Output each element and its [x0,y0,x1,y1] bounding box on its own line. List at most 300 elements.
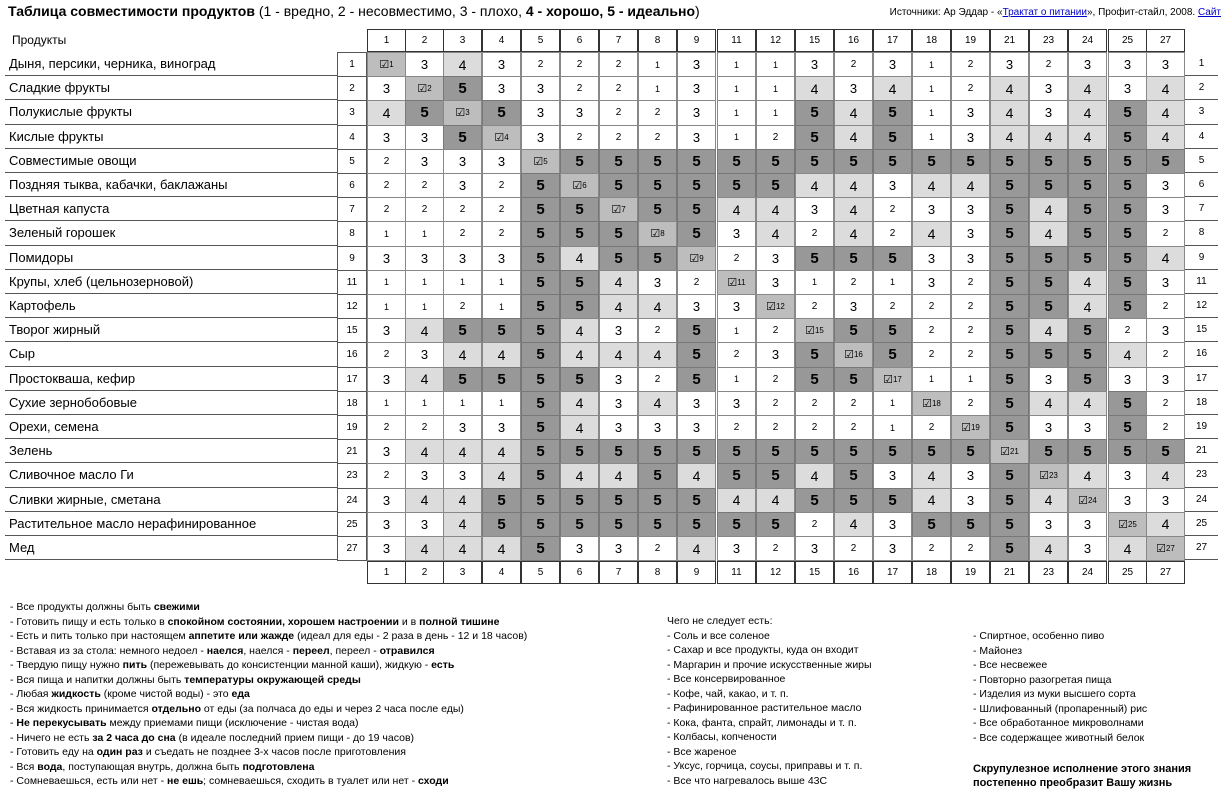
compat-cell: 4 [717,197,756,222]
product-name: Орехи, семена [5,415,337,439]
compat-cell: 2 [482,221,521,246]
tip-emphasis: отравился [379,644,435,657]
product-name: Сладкие фрукты [5,76,337,100]
compat-cell: 2 [367,149,406,174]
product-name: Сыр [5,342,337,366]
avoid-item: - Все содержащее животный белок [973,731,1145,744]
compat-cell: 2 [560,125,599,150]
compat-cell: 2 [951,391,990,416]
row-number-right: 12 [1185,294,1218,318]
compat-cell: 4 [1146,100,1185,125]
compat-cell: 3 [951,488,990,513]
row-number: 11 [337,270,367,295]
compat-cell: 1 [873,270,912,295]
header [8,3,1221,23]
compat-cell: 5 [560,367,599,392]
compat-cell: 5 [1108,100,1147,125]
tip-text: от еды (за полчаса до еды и через 2 часа после еды) [200,702,464,715]
checkbox-icon: ☑ [572,180,583,193]
product-name: Полукислые фрукты [5,100,337,124]
compat-cell: 5 [990,294,1029,319]
slogan-line: постепенно преобразит Вашу жизнь [973,777,1173,789]
compat-cell: 5 [834,439,873,464]
compat-cell: 5 [912,149,951,174]
tip-item [10,774,527,789]
compat-cell: 5 [1068,197,1107,222]
compat-cell: 3 [912,246,951,271]
diagonal-cell [1029,463,1068,488]
compat-cell: 3 [482,52,521,77]
compat-cell: 2 [912,294,951,319]
compat-cell: 3 [599,367,638,392]
tip-text: - Вся [10,760,38,773]
avoid-item: - Все обработанное микроволнами [973,717,1144,729]
compat-cell: 4 [405,536,444,561]
compat-cell: 5 [834,246,873,271]
sources [890,7,1221,18]
compat-cell: 5 [795,125,834,150]
tip-text: - Сомневаешься, есть или нет - [10,775,167,787]
compat-cell: 5 [834,149,873,174]
checkbox-icon: ☑ [766,301,776,314]
compat-cell: 2 [717,246,756,271]
tip-item [10,629,527,644]
compat-cell: 2 [873,294,912,319]
avoid-item: - Колбасы, копчености [667,731,777,743]
compat-cell: 4 [795,76,834,101]
compat-cell: 5 [638,197,677,222]
compat-cell: 2 [367,197,406,222]
checkbox-icon: ☑ [1118,518,1128,531]
compat-cell: 3 [560,536,599,561]
compat-cell: 1 [482,294,521,319]
compat-cell: 5 [638,463,677,488]
compat-cell: 4 [834,125,873,150]
compat-cell: 4 [990,125,1029,150]
compat-cell: 4 [443,439,482,464]
compat-cell: 4 [834,100,873,125]
compat-cell: 3 [951,221,990,246]
compat-cell: 5 [638,488,677,513]
compat-cell: 2 [677,270,716,295]
compat-cell: 1 [405,270,444,295]
compat-cell: 5 [1108,391,1147,416]
compat-cell: 5 [1146,149,1185,174]
compat-cell: 1 [482,270,521,295]
compat-cell: 3 [367,125,406,150]
column-footer: 27 [1146,561,1185,584]
compat-cell: 5 [560,488,599,513]
compat-cell: 2 [638,318,677,343]
compat-cell: 2 [834,52,873,77]
compat-cell: 4 [1068,463,1107,488]
diagonal-cell [560,173,599,198]
compat-cell: 5 [521,463,560,488]
compat-cell: 5 [677,221,716,246]
compat-cell: 5 [677,512,716,537]
compat-cell: 1 [873,415,912,440]
column-footer: 7 [599,561,638,584]
tip-item [10,687,527,702]
diagonal-cell [482,125,521,150]
compat-cell: 5 [1108,221,1147,246]
compat-cell: 2 [717,415,756,440]
tip-item [10,702,527,717]
compat-cell: 5 [795,439,834,464]
compat-cell: 3 [367,439,406,464]
compat-cell: 4 [912,173,951,198]
column-header: 6 [560,29,599,52]
compat-cell: 5 [443,76,482,101]
compat-cell: 3 [367,536,406,561]
compat-cell: 3 [1068,52,1107,77]
title-legend: (1 - вредно, 2 - несовместимо, 3 - плохо, [254,3,526,19]
compat-cell: 5 [1146,439,1185,464]
compat-cell: 5 [521,221,560,246]
compat-cell: 4 [1146,512,1185,537]
compat-cell: 2 [756,367,795,392]
compat-cell: 5 [638,439,677,464]
avoid-item: - Майонез [973,644,1023,657]
tip-item [10,745,527,760]
row-number: 19 [337,415,367,440]
compat-cell: 2 [599,125,638,150]
compat-cell: 5 [1108,439,1147,464]
compat-cell: 2 [951,536,990,561]
site-link[interactable]: Сайт [1197,7,1221,18]
compat-cell: 3 [951,463,990,488]
compat-cell: 3 [1029,100,1068,125]
compat-cell: 3 [1146,52,1185,77]
compat-cell: 5 [795,367,834,392]
compat-cell: 1 [717,76,756,101]
compat-cell: 5 [599,488,638,513]
tip-item [10,731,527,746]
compat-cell: 3 [1146,270,1185,295]
compat-cell: 3 [951,125,990,150]
avoid-title: Чего не следует есть: [667,615,773,627]
compat-cell: 2 [1146,342,1185,367]
column-footer: 6 [560,561,599,584]
avoid-item: - Все консервированное [667,673,786,685]
row-number-right: 27 [1185,536,1218,560]
compat-cell: 5 [795,246,834,271]
compat-cell: 3 [1146,367,1185,392]
tip-emphasis: аппетите или жажде [188,630,295,642]
row-number: 6 [337,173,367,198]
compat-cell: 4 [405,439,444,464]
compat-cell: 3 [405,463,444,488]
compat-cell: 3 [990,52,1029,77]
row-number-right: 11 [1185,270,1218,294]
compat-cell: 4 [834,221,873,246]
row-number: 21 [337,439,367,464]
compat-cell: 1 [873,391,912,416]
compat-cell: 5 [873,125,912,150]
compat-cell: 5 [599,512,638,537]
compat-cell: 5 [521,342,560,367]
row-number-right: 7 [1185,197,1218,221]
column-footer: 19 [951,561,990,584]
row-number: 2 [337,76,367,101]
row-number-right: 4 [1185,125,1218,149]
compat-cell: 5 [1068,439,1107,464]
compat-cell: 2 [1029,52,1068,77]
compat-cell: 4 [756,197,795,222]
diagonal-cell [951,415,990,440]
tip-text: - Есть и пить только при настоящем [10,630,189,642]
compat-cell: 2 [756,536,795,561]
compat-cell: 2 [367,342,406,367]
compat-cell: 5 [560,221,599,246]
compat-cell: 3 [756,342,795,367]
compat-cell: 1 [717,318,756,343]
compat-cell: 4 [560,391,599,416]
compat-cell: 3 [873,173,912,198]
compat-cell: 4 [560,342,599,367]
compat-cell: 1 [638,52,677,77]
compat-cell: 3 [756,246,795,271]
compat-cell: 3 [521,76,560,101]
compat-cell: 5 [990,318,1029,343]
compat-cell: 1 [443,391,482,416]
tip-text: - Вставая из за стола: немного недоел - [10,644,207,657]
compat-cell: 5 [677,149,716,174]
row-number-right: 16 [1185,342,1218,366]
checkbox-icon: ☑ [689,252,700,265]
compat-cell: 1 [482,391,521,416]
tip-emphasis: жидкость [51,688,101,700]
compat-cell: 5 [717,149,756,174]
diagonal-index: 8 [660,229,665,239]
compat-cell: 4 [717,488,756,513]
diagonal-index: 6 [582,181,587,191]
diagonal-index: 5 [543,156,548,166]
tip-item [10,600,527,615]
column-footer: 9 [677,561,716,584]
compat-cell: 3 [638,270,677,295]
compat-cell: 3 [873,536,912,561]
products-column-header: Продукты [12,33,67,47]
tip-emphasis: один раз [96,746,143,758]
compat-cell: 2 [795,391,834,416]
checkbox-icon: ☑ [961,422,971,435]
compat-cell: 3 [1146,488,1185,513]
diagonal-index: 7 [621,205,626,215]
tip-item [10,644,527,659]
diagonal-index: 18 [931,398,941,408]
tip-text: (кроме чистой воды) - это [100,688,232,700]
compat-cell: 2 [638,125,677,150]
compat-cell: 5 [990,221,1029,246]
diagonal-cell [638,221,677,246]
compat-cell: 5 [990,246,1029,271]
compat-cell: 5 [990,512,1029,537]
compat-cell: 3 [599,536,638,561]
compat-cell: 4 [1029,536,1068,561]
compat-cell: 1 [367,294,406,319]
compat-cell: 3 [951,197,990,222]
compat-cell: 5 [873,488,912,513]
compat-cell: 1 [717,100,756,125]
column-header: 17 [873,29,912,52]
tip-text: , переел - [329,644,380,657]
compat-cell: 2 [599,52,638,77]
compat-cell: 5 [638,512,677,537]
compat-cell: 4 [1068,76,1107,101]
compat-cell: 5 [482,512,521,537]
tip-text: - Готовить еду на [10,746,97,758]
tip-text: - Твердую пищу нужно [10,659,123,671]
title-legend-end: ) [695,3,700,19]
compat-cell: 1 [756,76,795,101]
compat-cell: 4 [795,173,834,198]
compat-cell: 3 [405,149,444,174]
tip-emphasis: пить [122,659,148,671]
compat-cell: 3 [1108,52,1147,77]
compat-cell: 4 [560,246,599,271]
compat-cell: 2 [1108,318,1147,343]
compat-cell: 4 [599,342,638,367]
compat-cell: 5 [521,391,560,416]
compat-cell: 5 [873,318,912,343]
compat-cell: 4 [405,367,444,392]
column-footer: 15 [795,561,834,584]
row-number-right: 18 [1185,391,1218,415]
diagonal-cell [1108,512,1147,537]
compat-cell: 5 [1108,197,1147,222]
compat-cell: 4 [834,173,873,198]
checkbox-icon: ☑ [455,107,466,120]
row-number-right: 8 [1185,221,1218,245]
compat-cell: 5 [482,100,521,125]
compat-cell: 2 [521,52,560,77]
sources-middle: », Профит-стайл, 2008. [1086,7,1198,18]
compat-cell: 2 [951,294,990,319]
diagonal-index: 24 [1087,495,1097,505]
compat-cell: 4 [1029,318,1068,343]
compat-cell: 2 [638,100,677,125]
tips-list [10,600,527,789]
compat-cell: 4 [1108,342,1147,367]
compat-cell: 3 [873,52,912,77]
row-number: 27 [337,536,367,561]
row-number-right: 5 [1185,149,1218,173]
compat-cell: 1 [405,294,444,319]
compat-cell: 5 [873,246,912,271]
compat-cell: 5 [873,149,912,174]
compat-cell: 3 [951,100,990,125]
compat-cell: 2 [367,415,406,440]
treatise-link[interactable]: Трактат о питании [1002,7,1087,18]
row-number-right: 25 [1185,512,1218,536]
compat-cell: 3 [405,512,444,537]
tip-emphasis: температуры окружающей среды [184,673,361,686]
avoid-item: - Кока, фанта, спрайт, лимонады и т. п. [667,716,857,729]
product-name: Поздняя тыква, кабачки, баклажаны [5,173,337,197]
compat-cell: 3 [482,246,521,271]
checkbox-icon: ☑ [1078,494,1088,507]
diagonal-index: 15 [814,326,824,336]
compat-cell: 4 [834,512,873,537]
compat-cell: 5 [560,294,599,319]
compat-cell: 5 [560,439,599,464]
tip-text: (в идеале последний прием пищи - до 19 часов) [175,731,415,744]
avoid-item: - Рафинированное растительное масло [667,702,862,714]
compat-cell: 4 [1068,125,1107,150]
compat-cell: 3 [443,149,482,174]
diagonal-index: 4 [504,132,509,142]
diagonal-index: 1 [389,60,394,70]
row-number: 7 [337,197,367,222]
compat-cell: 5 [1108,125,1147,150]
compat-cell: 5 [1108,246,1147,271]
compat-cell: 2 [912,342,951,367]
avoid-list [667,614,872,788]
row-number-right: 17 [1185,367,1218,391]
checkbox-icon: ☑ [1000,446,1010,459]
compat-cell: 5 [677,197,716,222]
row-number: 17 [337,367,367,392]
diagonal-cell [834,342,873,367]
column-footer: 25 [1108,561,1147,584]
compat-cell: 4 [599,270,638,295]
compat-cell: 5 [717,173,756,198]
compat-cell: 1 [367,270,406,295]
compat-cell: 3 [367,512,406,537]
compat-cell: 2 [756,318,795,343]
compat-cell: 4 [756,488,795,513]
compat-cell: 5 [443,318,482,343]
column-header: 9 [677,29,716,52]
column-footer: 5 [521,561,560,584]
compat-cell: 3 [405,52,444,77]
tip-text: ; сомневаешься, сходить в туалет или нет - [203,775,418,787]
compat-cell: 3 [717,294,756,319]
compat-cell: 2 [405,415,444,440]
compat-cell: 5 [717,512,756,537]
compat-cell: 1 [638,76,677,101]
compat-cell: 2 [405,173,444,198]
column-footer: 8 [638,561,677,584]
tip-emphasis: наелся [206,644,244,657]
compat-cell: 5 [1108,173,1147,198]
avoid-item: - Повторно разогретая пища [973,673,1112,686]
compat-cell: 3 [717,221,756,246]
compat-cell: 3 [405,246,444,271]
compat-cell: 3 [677,415,716,440]
tip-emphasis: свежими [153,601,200,613]
compat-cell: 5 [795,488,834,513]
compat-cell: 3 [795,52,834,77]
row-number-right: 1 [1185,52,1218,76]
compat-cell: 2 [756,391,795,416]
compat-cell: 3 [367,367,406,392]
compat-cell: 3 [521,100,560,125]
compat-cell: 5 [873,100,912,125]
compat-cell: 3 [599,318,638,343]
compat-cell: 2 [834,270,873,295]
compat-cell: 4 [677,463,716,488]
compat-cell: 3 [560,100,599,125]
tip-emphasis: вода [37,760,63,773]
compat-cell: 2 [405,197,444,222]
compat-cell: 4 [1029,488,1068,513]
compat-cell: 5 [1029,270,1068,295]
compat-cell: 5 [1068,221,1107,246]
column-header: 19 [951,29,990,52]
column-footer: 12 [756,561,795,584]
